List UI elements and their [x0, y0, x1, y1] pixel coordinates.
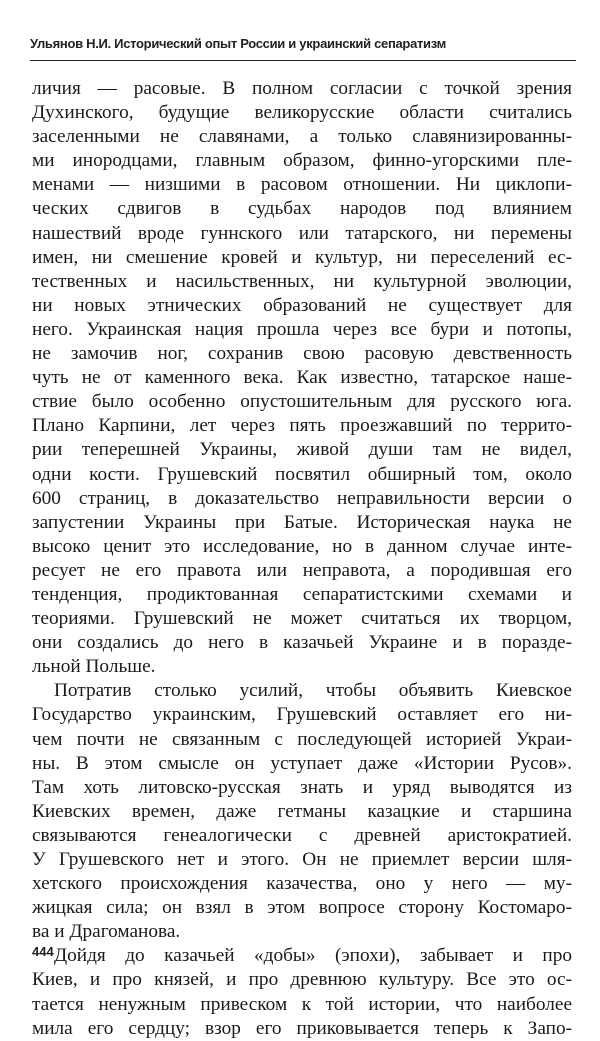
text-line: заселенными не славянами, а только славянизированны-	[32, 126, 572, 148]
text-line: менами — низшими в расовом отношении. Ни циклопи-	[32, 174, 572, 196]
text-line: льной Польше.	[32, 656, 156, 678]
text-line: Там хоть литовско-русская знать и уряд выводятся из	[32, 776, 572, 798]
header-rule	[30, 60, 576, 61]
text-line: чем почти не связанным с последующей историей Украи-	[32, 728, 572, 750]
text-line: Киев, и про князей, и про древнюю культуру. Все это ос-	[32, 969, 572, 991]
text-line: Дойдя до казачьей «добы» (эпохи), забывает и про	[54, 945, 572, 967]
text-line: него. Украинская нация прошла через все бури и потопы,	[32, 318, 572, 340]
text-line: одни кости. Грушевский посвятил обширный том, около	[32, 463, 572, 485]
text-line: ни новых этнических образований не существует для	[32, 294, 572, 316]
page-number: 444	[32, 944, 54, 959]
text-line: ческих сдвигов в судьбах народов под влиянием	[32, 198, 572, 220]
paragraph	[32, 77, 572, 679]
text-line: мила его сердцу; взор его приковывается теперь к Запо-	[32, 1017, 572, 1039]
text-line: ресует не его правота или неправота, а породившая его	[32, 559, 572, 581]
text-line: Киевских времен, даже гетманы казацкие и старшина	[32, 800, 572, 822]
text-line: ми инородцами, главным образом, финно-угорскими пле-	[32, 150, 572, 172]
text-line: Потратив столько усилий, чтобы объявить Киевское	[54, 680, 572, 702]
text-line: ствие было особенно опустошительным для русского юга.	[32, 391, 572, 413]
text-line: Государство украинским, Грушевский оставляет его ни-	[32, 704, 572, 726]
text-line: У Грушевского нет и этого. Он не приемлет версии шля-	[32, 849, 572, 870]
text-line: имен, ни смешение кровей и культур, ни переселений ес-	[32, 246, 572, 268]
text-line: они создались до него в казачьей Украине и в поразде-	[32, 632, 572, 654]
text-line: Духинского, будущие великорусские области считались	[32, 102, 572, 124]
text-line: тается ненужным привеском к той истории, что наиболее	[32, 993, 572, 1015]
paragraph	[32, 944, 572, 1040]
paragraph	[32, 679, 572, 944]
text-line: рии теперешней Украины, живой души там не видел,	[32, 439, 572, 461]
text-line: тественных и насильственных, ни культурной эволюции,	[32, 270, 572, 292]
text-line: тенденция, продиктованная сепаратистскими схемами и	[32, 583, 572, 605]
body-text	[32, 77, 572, 1041]
text-line: Плано Карпини, лет через пять проезжавший по террито-	[32, 415, 572, 437]
text-line: не замочив ног, сохранив свою расовую девственность	[32, 343, 572, 365]
text-line: личия — расовые. В полном согласии с точкой зрения	[32, 78, 572, 99]
running-header-title: Ульянов Н.И. Исторический опыт России и украинский сепаратизм	[30, 36, 446, 51]
text-line: ны. В этом смысле он уступает даже «Истории Русов».	[32, 752, 572, 774]
text-line: 600 страниц, в доказательство неправильности версии о	[32, 487, 572, 509]
text-line: жицкая сила; он взял в этом вопросе сторону Костомаро-	[32, 897, 572, 919]
text-line: ва и Драгоманова.	[32, 921, 181, 943]
text-line: высоко ценит это исследование, но в данном случае инте-	[32, 535, 572, 557]
text-line: нашествий вроде гуннского или татарского, ни перемены	[32, 222, 572, 244]
text-line: хетского происхождения казачества, оно у него — му-	[32, 873, 572, 895]
text-line: чуть не от каменного века. Как известно, татарское наше-	[32, 367, 572, 389]
text-line: теориями. Грушевский не может считаться их творцом,	[32, 608, 572, 630]
text-line: запустении Украины при Батые. Историческая наука не	[32, 511, 572, 533]
text-line: связываются генеалогически с древней аристократией.	[32, 824, 572, 846]
